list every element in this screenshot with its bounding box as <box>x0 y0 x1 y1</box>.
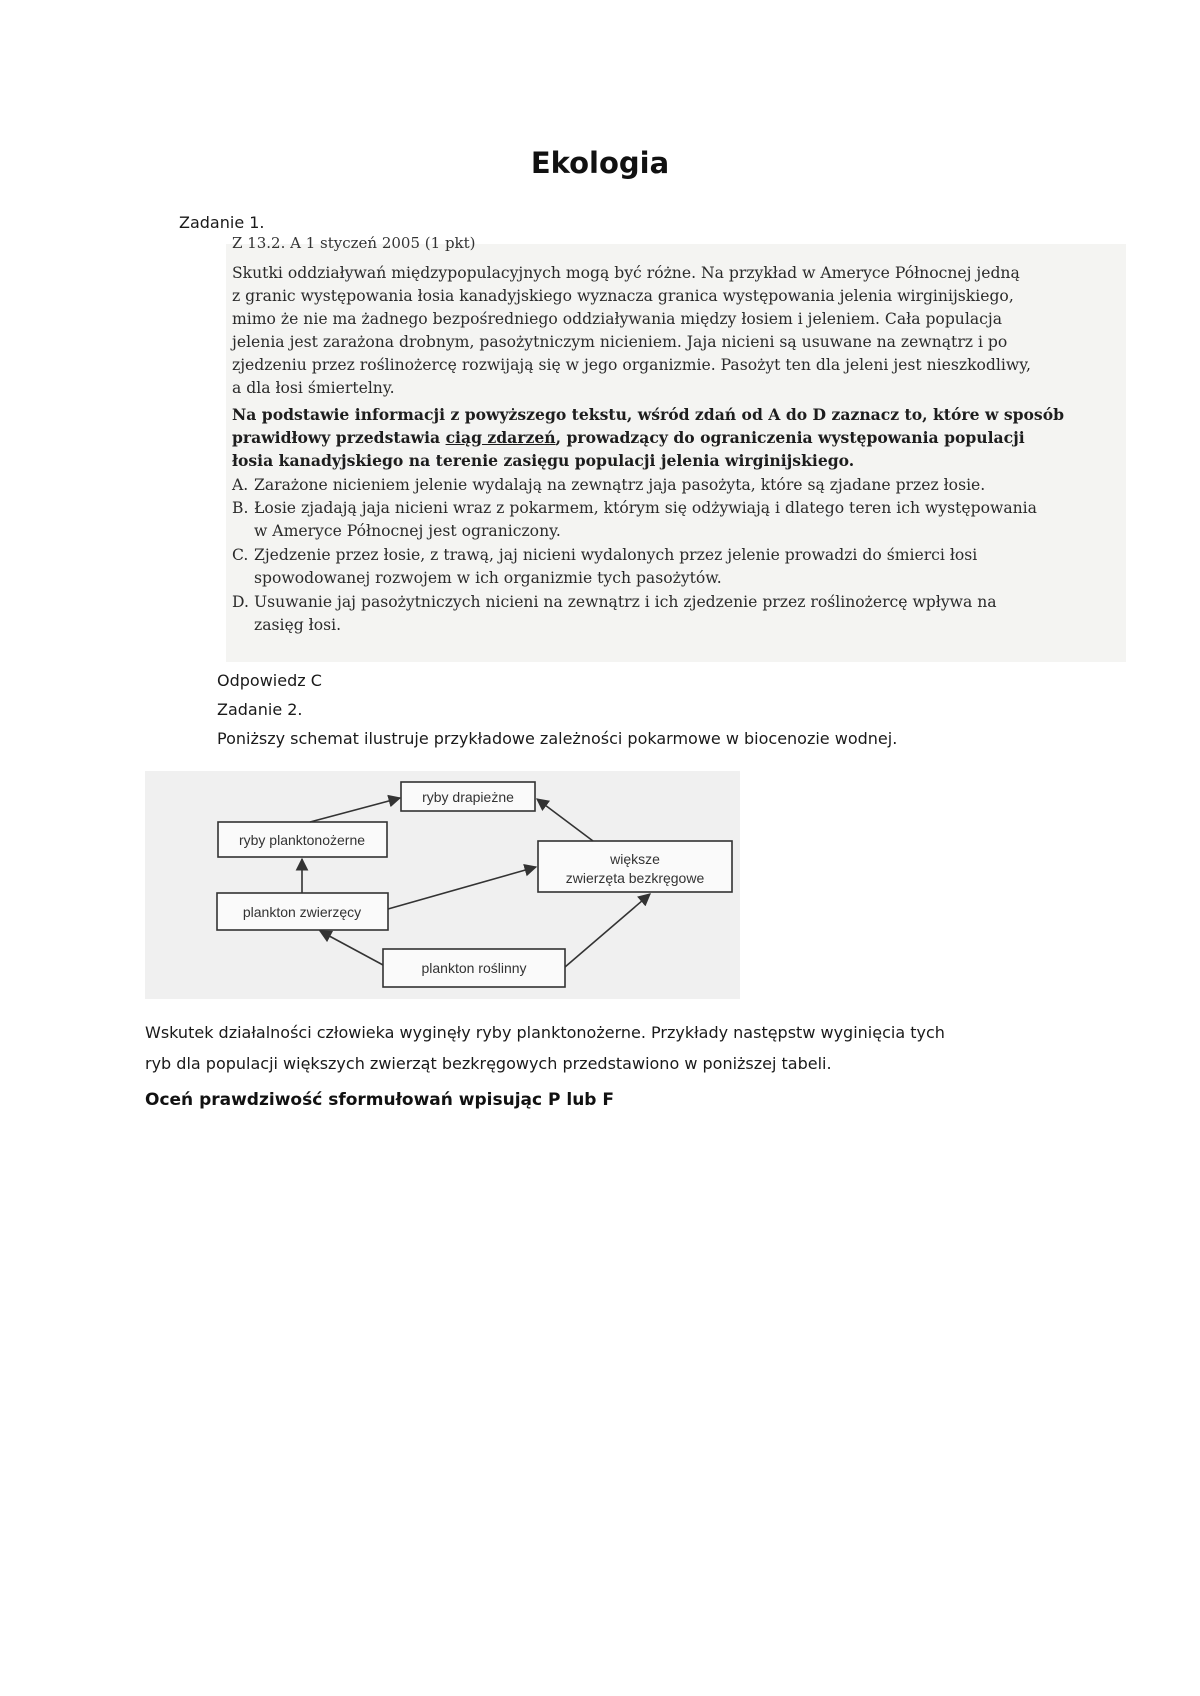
scan-intro-line: zjedzeniu przez roślinożercę rozwijają się w jego organizmie. Pasożyt ten dla jeleni jest nieszkodliwy, <box>232 356 1031 374</box>
node-label: większe <box>610 851 660 867</box>
node-label: ryby drapieżne <box>422 789 514 805</box>
paragraph-line: ryb dla populacji większych zwierząt bezkręgowych przedstawiono w poniższej tabeli. <box>145 1054 832 1073</box>
option-letter: B. <box>232 499 249 517</box>
option-text: zasięg łosi. <box>254 616 342 634</box>
paragraph-line: Wskutek działalności człowieka wyginęły ryby planktonożerne. Przykłady następstw wyginięcia tych <box>145 1023 945 1042</box>
node-label: ryby planktonożerne <box>238 832 366 848</box>
task2-question: Oceń prawdziwość sformułowań wpisując P lub F <box>145 1090 615 1110</box>
task1-answer: Odpowiedz C <box>217 671 322 690</box>
page-title: Ekologia <box>530 146 670 180</box>
task1-label: Zadanie 1. <box>179 213 265 232</box>
scan-instruction-line: łosia kanadyjskiego na terenie zasięgu populacji jelenia wirginijskiego. <box>232 451 855 470</box>
option-text: Usuwanie jaj pasożytniczych nicieni na zewnątrz i ich zjedzenie przez roślinożercę wpływa na <box>254 593 997 611</box>
scan-instruction-part: , prowadzący do ograniczenia występowania populacji <box>555 428 1025 447</box>
node-label: plankton zwierzęcy <box>242 904 362 920</box>
option-letter: A. <box>232 476 249 494</box>
arrow-wieksze-to-drapiezne <box>537 799 593 841</box>
node-plankton-roslinny <box>383 949 565 987</box>
node-ryby-planktonozerne <box>218 822 387 857</box>
option-text: Zarażone nicieniem jelenie wydalają na zewnątrz jaja pasożyta, które są zjadane przez łosie. <box>254 476 986 494</box>
arrow-planktonozerne-to-drapiezne <box>310 798 400 822</box>
arrow-roslinny-to-wieksze <box>565 894 650 967</box>
food-web-diagram <box>145 771 740 999</box>
scanned-task-excerpt <box>226 234 1126 662</box>
scan-intro-line: mimo że nie ma żadnego bezpośredniego oddziaływania między łosiem i jeleniem. Cała populacja <box>232 310 1002 328</box>
scan-instruction-underlined: ciąg zdarzeń <box>445 428 556 447</box>
scan-instruction-part: prawidłowy przedstawia <box>232 428 446 447</box>
option-text: Zjedzenie przez łosie, z trawą, jaj nicieni wydalonych przez jelenie prowadzi do śmierci łosi <box>254 546 978 564</box>
task2-paragraph <box>145 1017 1065 1079</box>
node-plankton-zwierzecy <box>217 893 388 930</box>
scan-cut-header: Z 13.2. A 1 styczeń 2005 (1 pkt) <box>232 234 476 252</box>
task2-intro: Poniższy schemat ilustruje przykładowe zależności pokarmowe w biocenozie wodnej. <box>217 729 898 748</box>
node-ryby-drapiezne <box>401 782 535 811</box>
scan-intro-line: jelenia jest zarażona drobnym, pasożytniczym nicieniem. Jaja nicieni są usuwane na zewnątrz i po <box>232 333 1008 351</box>
arrow-zwierzecy-to-wieksze <box>388 867 536 909</box>
option-text: Łosie zjadają jaja nicieni wraz z pokarmem, którym się odżywiają i dlatego teren ich występowania <box>254 499 1037 517</box>
scan-intro-line: a dla łosi śmiertelny. <box>232 379 395 397</box>
node-label: zwierzęta bezkręgowe <box>565 870 705 886</box>
arrow-roslinny-to-zwierzecy <box>320 931 383 965</box>
scan-intro-line: Skutki oddziaływań międzypopulacyjnych mogą być różne. Na przykład w Ameryce Północnej jedną <box>232 264 1020 282</box>
option-text: spowodowanej rozwojem w ich organizmie tych pasożytów. <box>254 569 722 587</box>
option-letter: C. <box>232 546 249 564</box>
task2-label: Zadanie 2. <box>217 700 303 719</box>
scan-instruction-line <box>232 426 1112 450</box>
scan-instruction-line: Na podstawie informacji z powyższego tekstu, wśród zdań od A do D zaznacz to, które w sposób <box>232 405 1064 424</box>
option-letter: D. <box>232 593 249 611</box>
node-label: plankton roślinny <box>421 960 527 976</box>
option-text: w Ameryce Północnej jest ograniczony. <box>254 522 561 540</box>
node-wieksze-zwierzeta-bezkregowe <box>538 841 732 892</box>
scan-intro-line: z granic występowania łosia kanadyjskiego wyznacza granica występowania jelenia wirginijskiego, <box>232 287 1014 305</box>
